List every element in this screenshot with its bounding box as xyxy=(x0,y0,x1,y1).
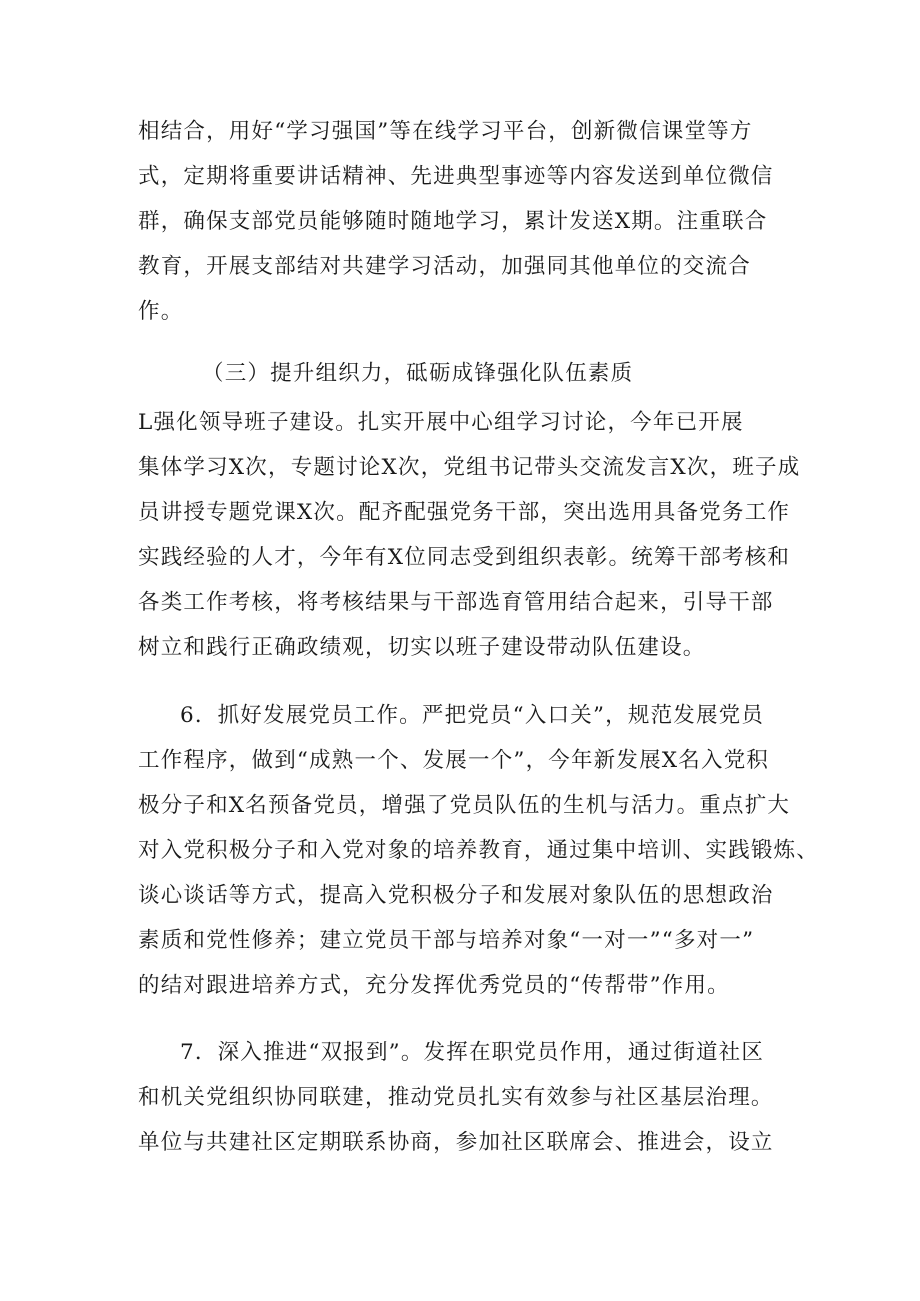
paragraph-line: 谈心谈话等方式，提高入党积极分子和发展对象队伍的思想政治 xyxy=(138,883,774,908)
paragraph-line: 对入党积极分子和入党对象的培养教育，通过集中培训、实践锻炼、 xyxy=(138,838,820,863)
paragraph-line: 各类工作考核，将考核结果与干部选育管用结合起来，引导干部 xyxy=(138,590,774,615)
paragraph-line: 极分子和X名预备党员，增强了党员队伍的生机与活力。重点扩大 xyxy=(138,793,791,818)
paragraph-line: 工作程序，做到“成熟一个、发展一个”，今年新发展X名入党积 xyxy=(138,748,770,773)
paragraph-line: 教育，开展支部结对共建学习活动，加强同其他单位的交流合 xyxy=(138,254,751,279)
paragraph-line: 的结对跟进培养方式，充分发挥优秀党员的“传帮带”作用。 xyxy=(138,973,730,998)
section-heading: （三）提升组织力，砥砺成锋强化队伍素质 xyxy=(202,361,634,386)
paragraph-line: 集体学习X次，专题讨论X次，党组书记带头交流发言X次，班子成 xyxy=(138,455,801,480)
paragraph-line: 作。 xyxy=(138,299,184,324)
paragraph-line: 单位与共建社区定期联系协商，参加社区联席会、推进会，设立 xyxy=(138,1130,774,1155)
paragraph-line: 6．抓好发展党员工作。严把党员“入口关”，规范发展党员 xyxy=(180,703,765,728)
paragraph-line: 和机关党组织协同联建，推动党员扎实有效参与社区基层治理。 xyxy=(138,1085,774,1110)
paragraph-line: 实践经验的人才，今年有X位同志受到组织表彰。统筹干部考核和 xyxy=(138,545,791,570)
paragraph-line: 群，确保支部党员能够随时随地学习，累计发送X期。注重联合 xyxy=(138,209,768,234)
paragraph-line: 式，定期将重要讲话精神、先进典型事迹等内容发送到单位微信 xyxy=(138,164,774,189)
paragraph-line: 员讲授专题党课X次。配齐配强党务干部，突出选用具备党务工作 xyxy=(138,500,791,525)
paragraph-line: 7．深入推进“双报到”。发挥在职党员作用，通过街道社区 xyxy=(180,1040,765,1065)
paragraph-line: 树立和践行正确政绩观，切实以班子建设带动队伍建设。 xyxy=(138,635,706,660)
paragraph-line: 相结合，用好“学习强国”等在线学习平台，创新微信课堂等方 xyxy=(138,119,753,144)
paragraph-line: L强化领导班子建设。扎实开展中心组学习讨论，今年已开展 xyxy=(138,410,744,435)
paragraph-line: 素质和党性修养；建立党员干部与培养对象“一对一”“多对一” xyxy=(138,928,755,953)
